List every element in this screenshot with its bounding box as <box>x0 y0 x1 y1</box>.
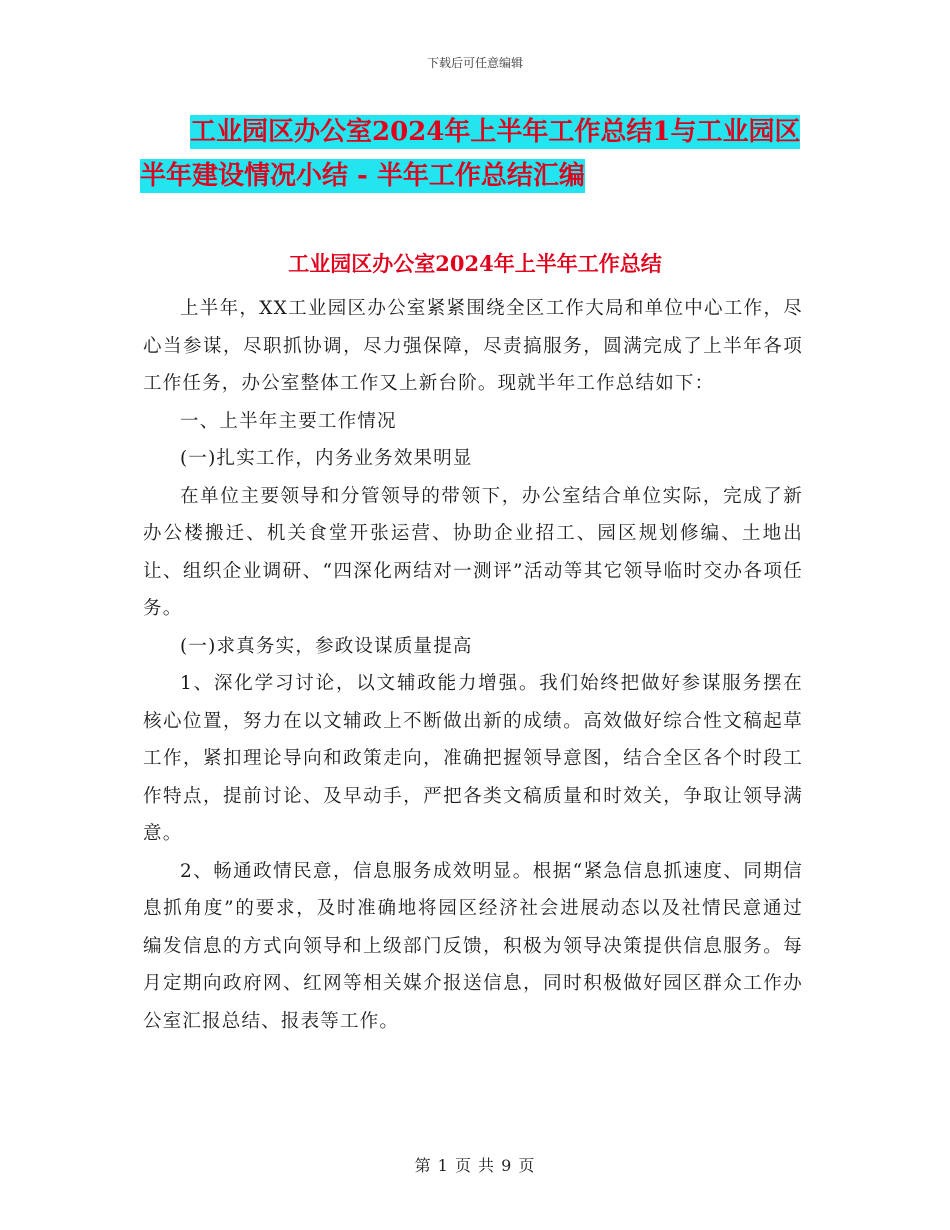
page-number: 第 1 页 共 9 页 <box>414 1156 536 1175</box>
paragraph-item-1: 1、深化学习讨论，以文辅政能力增强。我们始终把做好参谋服务摆在核心位置，努力在以文辅政上不断做出新的成绩。高效做好综合性文稿起草工作，紧扣理论导向和政策走向，准确把握领导意图，结合全区各个时段工作特点，提前讨论、及早动手，严把各类文稿质量和时效关，争取让领导满意。 <box>143 673 803 844</box>
title-line-1: 工业园区办公室2024年上半年工作总结1与工业园区 <box>190 117 801 147</box>
paragraph-internal-work: 在单位主要领导和分管领导的带领下，办公室结合单位实际，完成了新办公楼搬迁、机关食堂开张运营、协助企业招工、园区规划修编、土地出让、组织企业调研、“四深化两结对一测评”活动等其它领导临时交办各项任务。 <box>143 485 803 619</box>
subheading-internal-work: (一)扎实工作，内务业务效果明显 <box>180 448 473 469</box>
paragraph-intro: 上半年，XX工业园区办公室紧紧围绕全区工作大局和单位中心工作，尽心当参谋，尽职抓协调，尽力强保障，尽责搞服务，圆满完成了上半年各项工作任务，办公室整体工作又上新台阶。现就半年工作总结如下： <box>143 298 803 394</box>
section-title: 工业园区办公室2024年上半年工作总结 <box>288 251 662 276</box>
subheading-advisory-work: (一)求真务实，参政设谋质量提高 <box>180 635 473 657</box>
document-body <box>143 290 803 1040</box>
title-line-2: 半年建设情况小结 - 半年工作总结汇编 <box>140 161 585 191</box>
paragraph-item-2: 2、畅通政情民意，信息服务成效明显。根据“紧急信息抓速度、同期信息抓角度”的要求，及时准确地将园区经济社会进展动态以及社情民意通过编发信息的方式向领导和上级部门反馈，积极为领导决策提供信息服务。每月定期向政府网、红网等相关媒介报送信息，同时积极做好园区群众工作办公室汇报总结、报表等工作。 <box>143 860 803 1032</box>
heading-part-one: 一、上半年主要工作情况 <box>180 410 397 432</box>
header-note: 下载后可任意编辑 <box>426 56 523 70</box>
document-title <box>140 110 830 198</box>
